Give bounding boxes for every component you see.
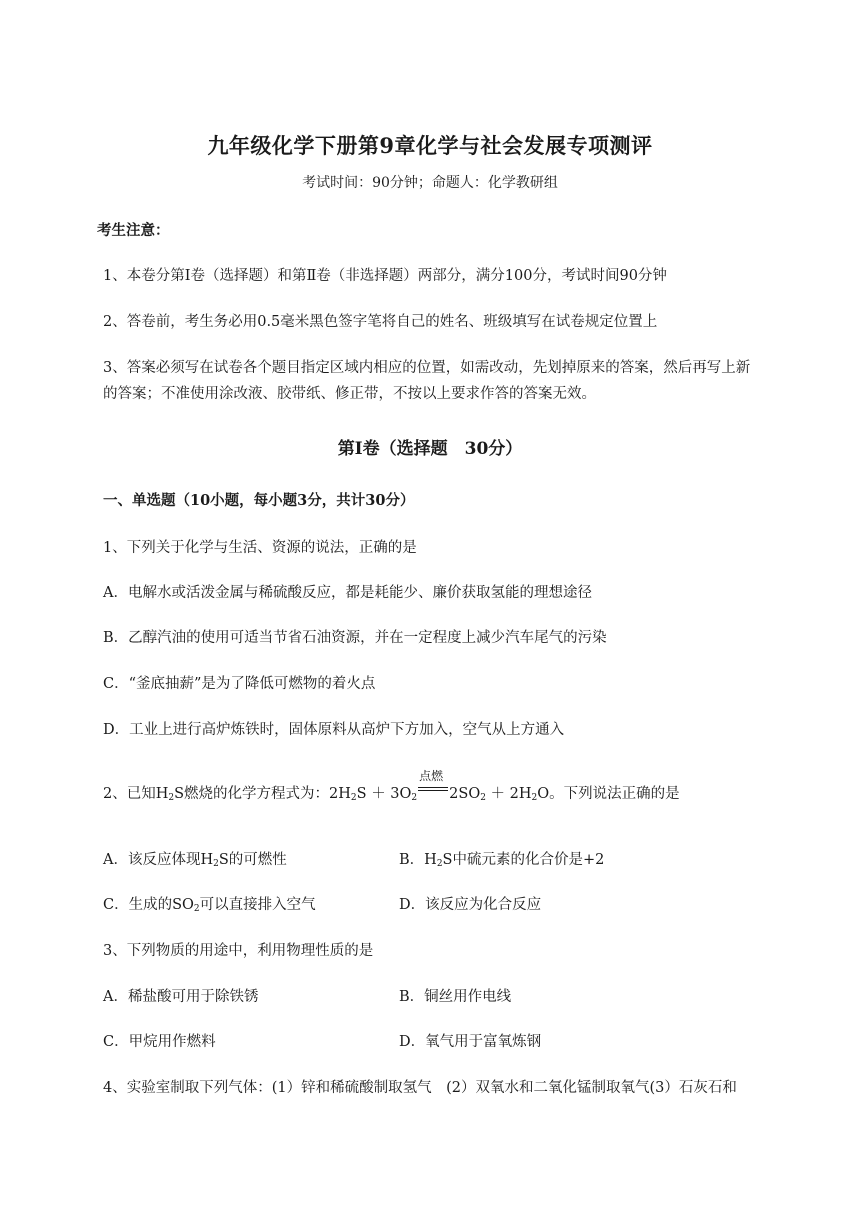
- question-2-option-b: B．$H_2S$中硫元素的化合价是+2: [399, 852, 605, 869]
- notice-item-2: 2、答卷前，考生务必用0.5毫米黑色签字笔将自己的姓名、班级填写在试卷规定位置上: [103, 314, 658, 330]
- question-3-option-a: A．稀盐酸可用于除铁锈: [103, 989, 259, 1005]
- question-2-option-a: A．该反应体现$H_2S$的可燃性: [103, 852, 287, 869]
- question-4-stem: 4、实验室制取下列气体：(1）锌和稀硫酸制取氢气 (2）双氧水和二氧化锰制取氧气(3）石灰石和: [103, 1080, 737, 1096]
- question-2-option-d: D．该反应为化合反应: [399, 897, 542, 913]
- question-3-option-c: C．甲烷用作燃料: [103, 1034, 216, 1050]
- question-1-stem: 1、下列关于化学与生活、资源的说法，正确的是: [103, 540, 417, 556]
- question-3-option-d: D．氧气用于富氧炼钢: [399, 1034, 542, 1050]
- notice-heading: 考生注意：: [97, 222, 170, 239]
- question-2-stem: 2、已知$H_2S$燃烧的化学方程式为：$2H_2S + 3O_2$ 点燃 $2SO_2 + 2H_2O$。下列说法正确的是: [103, 769, 680, 803]
- question-2-option-c: C．生成的$SO_2$可以直接排入空气: [103, 897, 316, 914]
- question-1-option-a: A．电解水或活泼金属与稀硫酸反应，都是耗能少、廉价获取氢能的理想途径: [103, 585, 592, 601]
- exam-info: 考试时间：90分钟；命题人：化学教研组: [302, 175, 558, 191]
- notice-item-3: 3、答案必须写在试卷各个题目指定区域内相应的位置，如需改动，先划掉原来的答案，然后再写上新: [103, 360, 751, 376]
- question-1-option-d: D．工业上进行高炉炼铁时，固体原料从高炉下方加入，空气从上方通入: [103, 722, 565, 738]
- question-1-option-b: B．乙醇汽油的使用可适当节省石油资源，并在一定程度上减少汽车尾气的污染: [103, 630, 607, 646]
- question-1-option-c: C．“釜底抽薪”是为了降低可燃物的着火点: [103, 676, 376, 692]
- page-title: 九年级化学下册第9章化学与社会发展专项测评: [207, 133, 653, 158]
- section-title: 第Ⅰ卷（选择题 30分）: [337, 439, 523, 459]
- part-heading: 一、单选题（10小题，每小题3分，共计30分）: [103, 492, 415, 509]
- question-3-option-b: B．铜丝用作电线: [399, 989, 512, 1005]
- reaction-condition: 点燃: [419, 769, 444, 783]
- notice-item-3-cont: 的答案；不准使用涂改液、胶带纸、修正带，不按以上要求作答的答案无效。: [103, 386, 596, 402]
- notice-item-1: 1、本卷分第Ⅰ卷（选择题）和第Ⅱ卷（非选择题）两部分，满分100分，考试时间90分钟: [103, 268, 667, 284]
- reaction-arrow: [418, 769, 448, 798]
- question-3-stem: 3、下列物质的用途中，利用物理性质的是: [103, 943, 374, 959]
